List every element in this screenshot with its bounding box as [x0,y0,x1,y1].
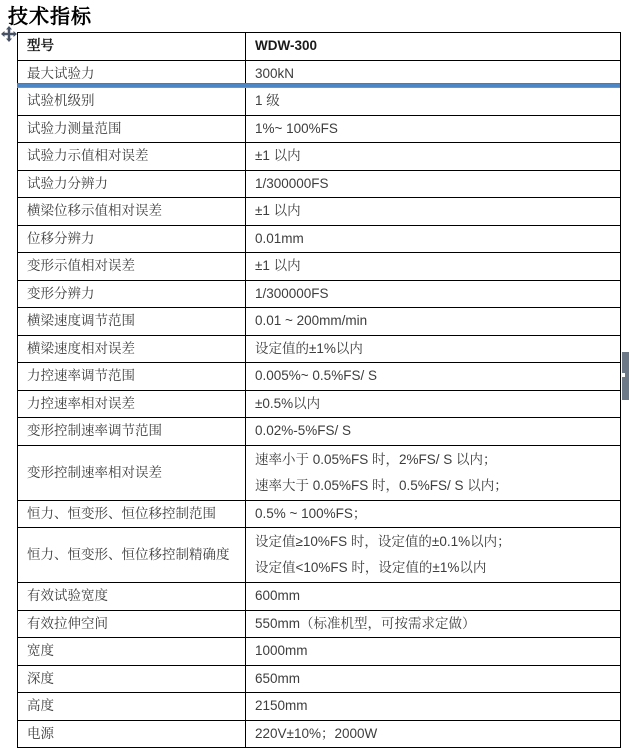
spec-label-cell: 最大试验力 [18,60,246,88]
table-row [18,308,621,336]
spec-label-cell: 变形分辨力 [18,280,246,308]
table-row [18,170,621,198]
spec-label-cell: 型号 [18,33,246,61]
table-row [18,88,621,116]
spec-label-cell: 深度 [18,665,246,693]
spec-value-cell: ±0.5%以内 [246,390,621,418]
spec-label-cell: 恒力、恒变形、恒位移控制范围 [18,500,246,528]
table-row [18,115,621,143]
table-row [18,198,621,226]
spec-label-cell: 横梁速度调节范围 [18,308,246,336]
page-title: 技术指标 [8,6,92,28]
table-row [18,253,621,281]
spec-value-cell: 0.01 ~ 200mm/min [246,308,621,336]
table-row [18,610,621,638]
spec-label-cell: 变形控制速率调节范围 [18,418,246,446]
spec-value-line: 设定值≥10%FS 时，设定值的±0.1%以内； [255,534,511,549]
spec-value-cell: 220V±10%；2000W [246,720,621,748]
table-row [18,638,621,666]
spec-value-cell: WDW-300 [246,33,621,61]
spec-label-cell: 试验机级别 [18,88,246,116]
spec-label-cell: 试验力示值相对误差 [18,143,246,171]
spec-label-cell: 横梁位移示值相对误差 [18,198,246,226]
vertical-scrollbar-thumb[interactable] [622,352,629,400]
table-row [18,335,621,363]
table-row [18,390,621,418]
table-move-handle[interactable] [1,26,17,42]
spec-value-cell: 1%~ 100%FS [246,115,621,143]
table-row [18,693,621,721]
move-arrows-icon [1,26,17,42]
spec-value-cell: 650mm [246,665,621,693]
spec-value-cell: 550mm（标准机型，可按需求定做） [246,610,621,638]
spec-value-cell: 2150mm [246,693,621,721]
spec-label-cell: 位移分辨力 [18,225,246,253]
table-row [18,583,621,611]
table-row [18,363,621,391]
table-row [18,418,621,446]
spec-value-cell: 600mm [246,583,621,611]
spec-label-cell: 变形控制速率相对误差 [18,445,246,500]
spec-value-cell: ±1 以内 [246,198,621,226]
spec-value-cell: 设定值的±1%以内 [246,335,621,363]
spec-value-cell: 1000mm [246,638,621,666]
table-row [18,445,621,500]
row-resize-guide-line [17,83,620,88]
spec-value-cell: 0.01mm [246,225,621,253]
spec-label-cell: 有效试验宽度 [18,583,246,611]
spec-label-cell: 电源 [18,720,246,748]
scrollbar-notch [622,373,625,377]
table-row [18,720,621,748]
spec-value-cell: ±1 以内 [246,143,621,171]
spec-label-cell: 力控速率调节范围 [18,363,246,391]
table-row [18,528,621,583]
spec-label-cell: 宽度 [18,638,246,666]
spec-value-line: 速率小于 0.05%FS 时，2%FS/ S 以内； [255,451,497,467]
spec-value-cell [246,445,621,500]
spec-value-cell: ±1 以内 [246,253,621,281]
spec-value-cell: 0.005%~ 0.5%FS/ S [246,363,621,391]
spec-label-cell: 横梁速度相对误差 [18,335,246,363]
spec-value-cell: 0.02%-5%FS/ S [246,418,621,446]
table-row [18,665,621,693]
table-row [18,225,621,253]
spec-value-line: 速率大于 0.05%FS 时，0.5%FS/ S 以内； [255,477,508,493]
table-row [18,280,621,308]
spec-label-cell: 有效拉伸空间 [18,610,246,638]
spec-label-cell: 力控速率相对误差 [18,390,246,418]
spec-value-cell: 300kN [246,60,621,88]
spec-label-cell: 试验力测量范围 [18,115,246,143]
spec-value-cell: 1 级 [246,88,621,116]
spec-value-cell: 1/300000FS [246,170,621,198]
table-row [18,143,621,171]
spec-value-cell: 1/300000FS [246,280,621,308]
spec-value-cell: 0.5% ~ 100%FS； [246,500,621,528]
table-row [18,500,621,528]
spec-label-cell: 高度 [18,693,246,721]
spec-label-cell: 试验力分辨力 [18,170,246,198]
spec-label-cell: 变形示值相对误差 [18,253,246,281]
spec-value-line: 设定值<10%FS 时，设定值的±1%以内 [255,560,487,575]
spec-value-cell [246,528,621,583]
table-row [18,33,621,61]
spec-label-cell: 恒力、恒变形、恒位移控制精确度 [18,528,246,583]
spec-table [17,32,621,748]
